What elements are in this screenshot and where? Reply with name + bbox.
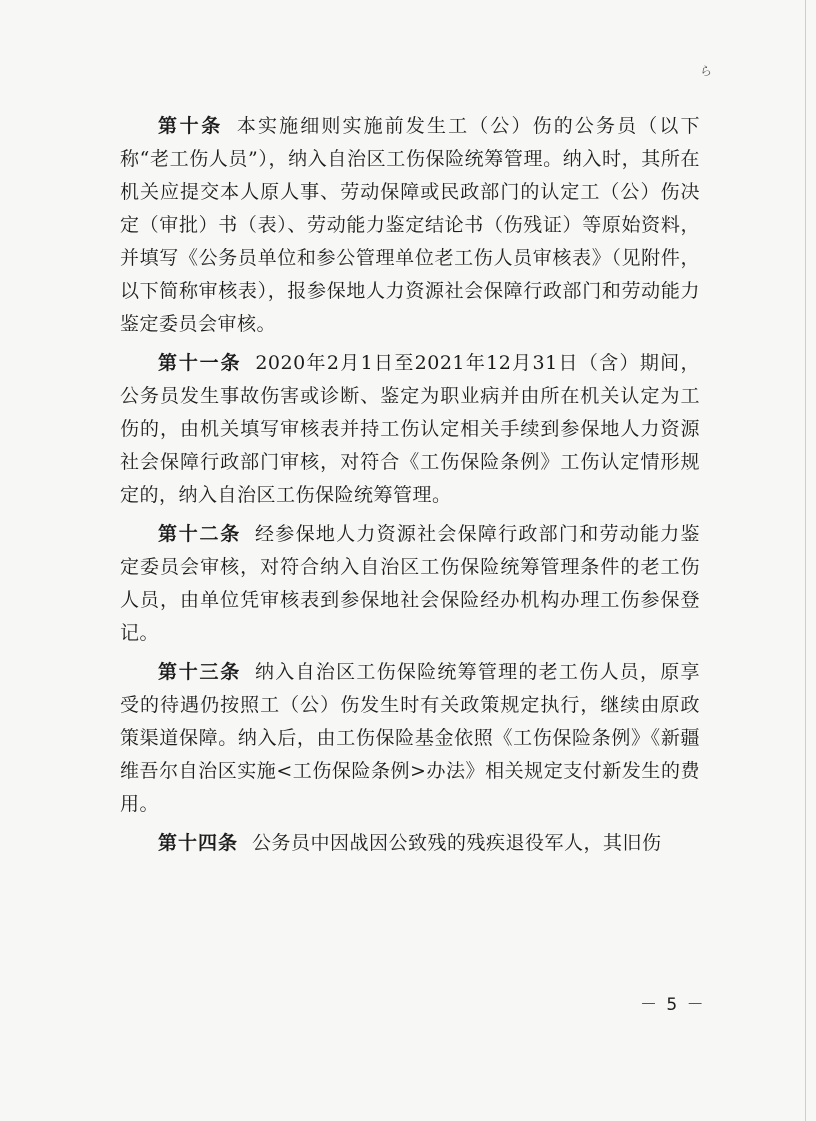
article-title: 第十四条 <box>158 832 239 854</box>
page-number: － 5 － <box>640 995 706 1015</box>
article-text: 2020年2月1日至2021年12月31日（含）期间，公务员发生事故伤害或诊断、鉴定为职业病并由所在机关认定为工伤的，由机关填写审核表并持工伤认定相关手续到参保地人力资源社会保障行政部门审核，对符合《工伤保险条例》工伤认定情形规定的，纳入自治区工伤保险统筹管理。 <box>120 352 700 506</box>
article-title: 第十二条 <box>158 523 242 545</box>
article-14 <box>120 827 700 860</box>
article-text: 本实施细则实施前发生工（公）伤的公务员（以下称“老工伤人员”），纳入自治区工伤保险统筹管理。纳入时，其所在机关应提交本人原人事、劳动保障或民政部门的认定工（公）伤决定（审批）书（表）、劳动能力鉴定结论书（伤残证）等原始资料，并填写《公务员单位和参公管理单位老工伤人员审核表》（见附件，以下简称审核表），报参保地人力资源社会保障行政部门和劳动能力鉴定委员会审核。 <box>120 115 700 335</box>
article-title: 第十三条 <box>158 661 242 683</box>
article-title: 第十一条 <box>158 352 242 374</box>
article-12 <box>120 518 700 650</box>
scan-edge-line <box>805 0 806 1121</box>
scan-mark: ら <box>700 64 713 78</box>
article-text: 经参保地人力资源社会保障行政部门和劳动能力鉴定委员会审核，对符合纳入自治区工伤保险统筹管理条件的老工伤人员，由单位凭审核表到参保地社会保险经办机构办理工伤参保登记。 <box>120 523 700 644</box>
article-text: 公务员中因战因公致残的残疾退役军人，其旧伤 <box>252 832 662 854</box>
article-text: 纳入自治区工伤保险统筹管理的老工伤人员，原享受的待遇仍按照工（公）伤发生时有关政策规定执行，继续由原政策渠道保障。纳入后，由工伤保险基金依照《工伤保险条例》《新疆维吾尔自治区实施<工伤保险条例>办法》相关规定支付新发生的费用。 <box>120 661 700 815</box>
article-title: 第十条 <box>158 115 223 137</box>
article-13 <box>120 656 700 821</box>
article-11 <box>120 347 700 512</box>
article-10 <box>120 110 700 341</box>
body-text <box>120 110 700 866</box>
